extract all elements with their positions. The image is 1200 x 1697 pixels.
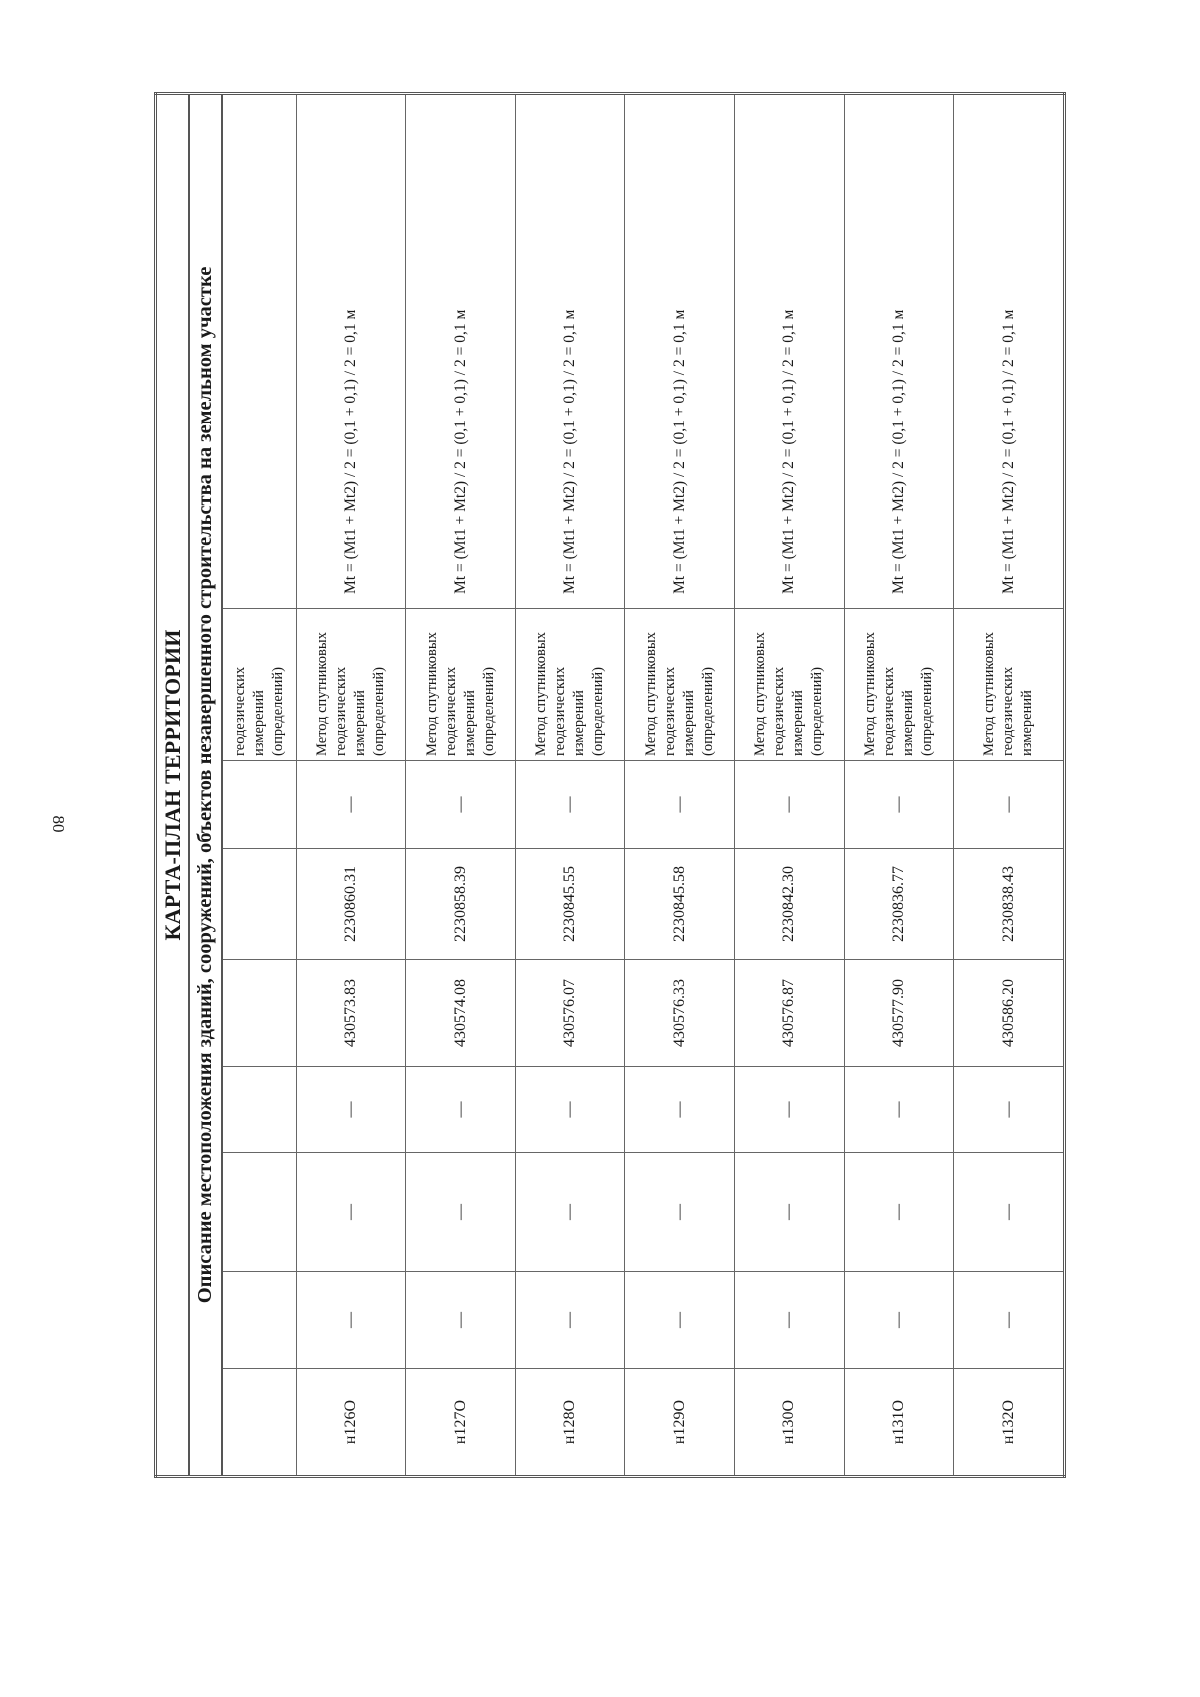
header-cell bbox=[222, 1369, 296, 1477]
method-cell: Метод спутниковых геодезических измерений (определений) bbox=[406, 609, 516, 761]
header-cell bbox=[222, 849, 296, 960]
header-cell bbox=[222, 761, 296, 849]
empty-value-cell: — bbox=[515, 1272, 625, 1369]
empty-value-cell: — bbox=[954, 1272, 1065, 1369]
empty-value-cell: — bbox=[406, 1272, 516, 1369]
page-number: 80 bbox=[49, 815, 68, 833]
table-row bbox=[735, 93, 845, 1476]
empty-value-cell: — bbox=[406, 761, 516, 849]
point-name-cell: н128О bbox=[515, 1369, 625, 1477]
x-coordinate-cell: 430573.83 bbox=[296, 960, 406, 1067]
method-cell: Метод спутниковых геодезических измерений (определений) bbox=[625, 609, 735, 761]
empty-value-cell: — bbox=[735, 1272, 845, 1369]
y-coordinate-cell: 2230845.55 bbox=[515, 849, 625, 960]
y-coordinate-cell: 2230836.77 bbox=[844, 849, 954, 960]
point-name-cell: н131О bbox=[844, 1369, 954, 1477]
empty-value-cell: — bbox=[515, 1153, 625, 1272]
empty-value-cell: — bbox=[625, 1272, 735, 1369]
header-cell bbox=[222, 1272, 296, 1369]
x-coordinate-cell: 430586.20 bbox=[954, 960, 1065, 1067]
empty-value-cell: — bbox=[406, 1153, 516, 1272]
empty-value-cell: — bbox=[735, 1153, 845, 1272]
empty-value-cell: — bbox=[954, 1067, 1065, 1153]
empty-value-cell: — bbox=[296, 1153, 406, 1272]
accuracy-formula-cell: Mt = (Mt1 + Mt2) / 2 = (0,1 + 0,1) / 2 = 0,1 м bbox=[625, 93, 735, 608]
accuracy-formula-cell: Mt = (Mt1 + Mt2) / 2 = (0,1 + 0,1) / 2 = 0,1 м bbox=[735, 93, 845, 608]
x-coordinate-cell: 430576.87 bbox=[735, 960, 845, 1067]
method-cell: Метод спутниковых геодезических измерений (определений) bbox=[844, 609, 954, 761]
empty-value-cell: — bbox=[844, 1153, 954, 1272]
rotated-page-content bbox=[154, 95, 1066, 1478]
x-coordinate-cell: 430577.90 bbox=[844, 960, 954, 1067]
point-name-cell: н129О bbox=[625, 1369, 735, 1477]
title-row bbox=[156, 93, 190, 1476]
header-cell bbox=[222, 93, 296, 608]
empty-value-cell: — bbox=[844, 1067, 954, 1153]
table-row bbox=[625, 93, 735, 1476]
empty-value-cell: — bbox=[406, 1067, 516, 1153]
method-cell: Метод спутниковых геодезических измерений (определений) bbox=[735, 609, 845, 761]
table-row bbox=[844, 93, 954, 1476]
empty-value-cell: — bbox=[625, 1067, 735, 1153]
empty-value-cell: — bbox=[844, 761, 954, 849]
header-cell bbox=[222, 1067, 296, 1153]
document-title: КАРТА-ПЛАН ТЕРРИТОРИИ bbox=[156, 93, 190, 1476]
empty-value-cell: — bbox=[954, 1153, 1065, 1272]
subtitle-row bbox=[189, 93, 222, 1476]
point-name-cell: н130О bbox=[735, 1369, 845, 1477]
point-name-cell: н126О bbox=[296, 1369, 406, 1477]
empty-value-cell: — bbox=[954, 761, 1065, 849]
section-subtitle: Описание местоположения зданий, сооружений, объектов незавершенного строительства на земельном участке bbox=[189, 93, 222, 1476]
accuracy-formula-cell: Mt = (Mt1 + Mt2) / 2 = (0,1 + 0,1) / 2 = 0,1 м bbox=[515, 93, 625, 608]
method-cell: Метод спутниковых геодезических измерений bbox=[954, 609, 1065, 761]
point-name-cell: н132О bbox=[954, 1369, 1065, 1477]
empty-value-cell: — bbox=[515, 1067, 625, 1153]
empty-value-cell: — bbox=[735, 761, 845, 849]
empty-value-cell: — bbox=[296, 1272, 406, 1369]
y-coordinate-cell: 2230838.43 bbox=[954, 849, 1065, 960]
coordinates-table bbox=[154, 92, 1066, 1478]
accuracy-formula-cell: Mt = (Mt1 + Mt2) / 2 = (0,1 + 0,1) / 2 = 0,1 м bbox=[406, 93, 516, 608]
empty-value-cell: — bbox=[296, 761, 406, 849]
table-row bbox=[296, 93, 406, 1476]
empty-value-cell: — bbox=[625, 761, 735, 849]
y-coordinate-cell: 2230860.31 bbox=[296, 849, 406, 960]
x-coordinate-cell: 430576.33 bbox=[625, 960, 735, 1067]
table-row bbox=[954, 93, 1065, 1476]
header-cell bbox=[222, 1153, 296, 1272]
empty-value-cell: — bbox=[735, 1067, 845, 1153]
accuracy-formula-cell: Mt = (Mt1 + Mt2) / 2 = (0,1 + 0,1) / 2 = 0,1 м bbox=[296, 93, 406, 608]
empty-value-cell: — bbox=[515, 761, 625, 849]
x-coordinate-cell: 430574.08 bbox=[406, 960, 516, 1067]
method-cell: Метод спутниковых геодезических измерений (определений) bbox=[296, 609, 406, 761]
empty-value-cell: — bbox=[296, 1067, 406, 1153]
y-coordinate-cell: 2230842.30 bbox=[735, 849, 845, 960]
header-cell bbox=[222, 960, 296, 1067]
continued-header-row bbox=[222, 93, 296, 1476]
table-row bbox=[515, 93, 625, 1476]
x-coordinate-cell: 430576.07 bbox=[515, 960, 625, 1067]
empty-value-cell: — bbox=[844, 1272, 954, 1369]
accuracy-formula-cell: Mt = (Mt1 + Mt2) / 2 = (0,1 + 0,1) / 2 = 0,1 м bbox=[954, 93, 1065, 608]
point-name-cell: н127О bbox=[406, 1369, 516, 1477]
y-coordinate-cell: 2230858.39 bbox=[406, 849, 516, 960]
table-row bbox=[406, 93, 516, 1476]
accuracy-formula-cell: Mt = (Mt1 + Mt2) / 2 = (0,1 + 0,1) / 2 = 0,1 м bbox=[844, 93, 954, 608]
y-coordinate-cell: 2230845.58 bbox=[625, 849, 735, 960]
header-method-cell: геодезических измерений (определений) bbox=[222, 609, 296, 761]
method-cell: Метод спутниковых геодезических измерений (определений) bbox=[515, 609, 625, 761]
empty-value-cell: — bbox=[625, 1153, 735, 1272]
